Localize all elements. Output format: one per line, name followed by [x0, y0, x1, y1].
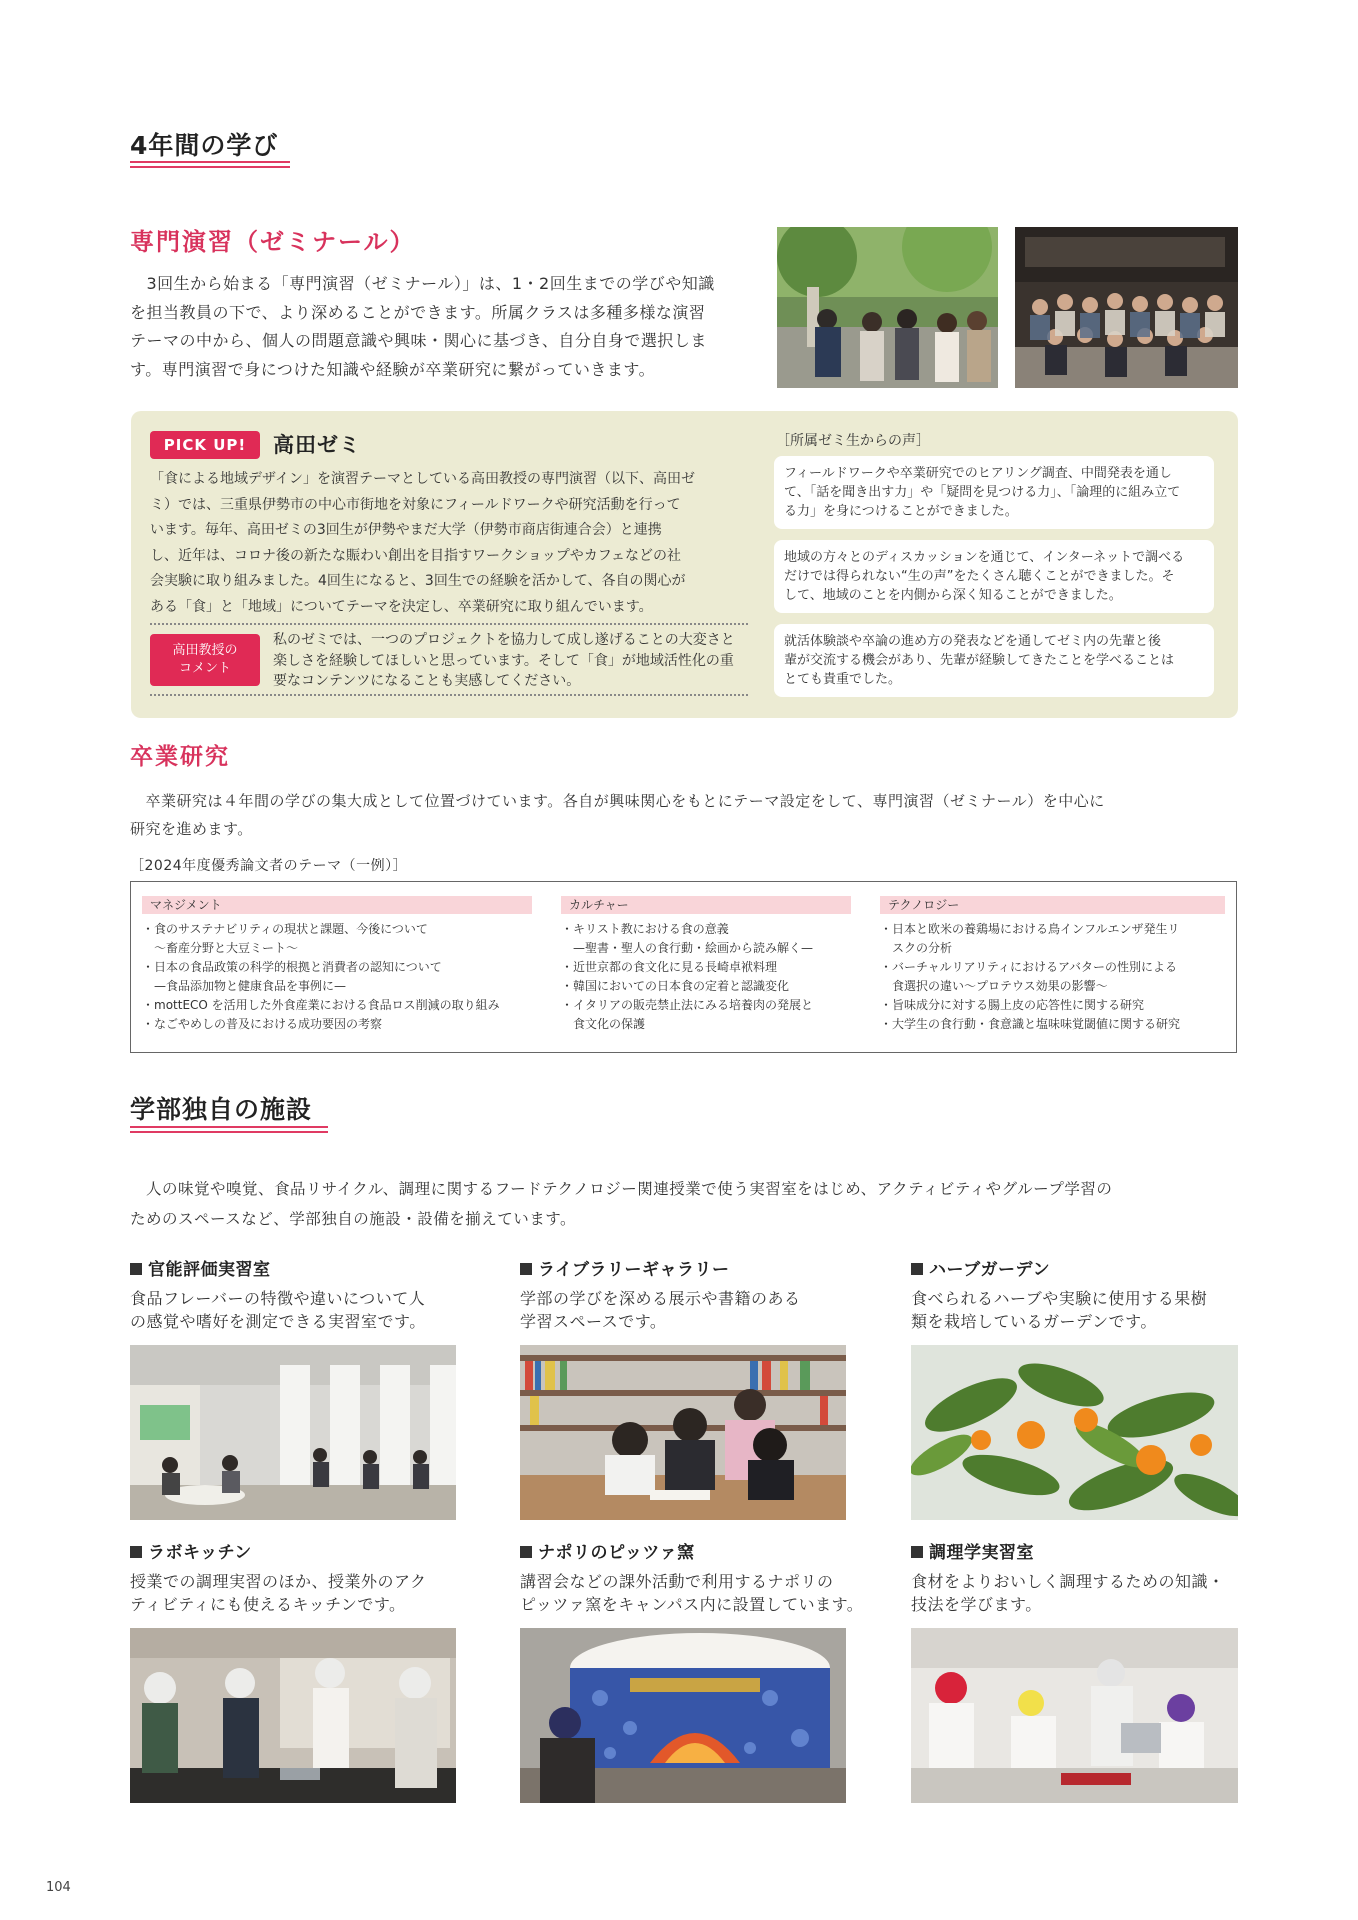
facility-name: ナポリのピッツァ窯 — [538, 1543, 695, 1563]
facility-desc-line: 技法を学びます。 — [911, 1595, 1042, 1614]
thesis-theme-item: ・ mottECO を活用した外食産業における食品ロス削減の取り組み — [142, 996, 542, 1015]
facility-description — [130, 1287, 460, 1333]
section-title-underline — [130, 161, 290, 168]
thesis-theme-item: ・ 大学生の食行動・食意識と塩味味覚閾値に関する研究 — [880, 1015, 1230, 1034]
facility-name: 官能評価実習室 — [148, 1260, 271, 1280]
student-voice-line: る力」を身につけることができました。 — [784, 504, 1018, 519]
student-voice-line: 就活体験談や卒論の進め方の発表などを通してゼミ内の先輩と後 — [784, 634, 1162, 649]
facilities-description — [130, 1174, 1240, 1234]
category-technology: テクノロジー — [880, 896, 1225, 914]
facility-desc-line: 食材をよりおいしく調理するための知識・ — [911, 1572, 1225, 1591]
thesis-theme-item: ・ 近世京都の食文化に見る長崎卓袱料理 — [561, 958, 861, 977]
category-technology-list — [880, 920, 1230, 1034]
category-culture-list — [561, 920, 861, 1034]
student-voice-line: 地域の方々とのディスカッションを通じて、インターネットで調べる — [784, 550, 1185, 565]
dotted-divider — [150, 694, 748, 696]
thesis-theme-item: ・ バーチャルリアリティにおけるアバターの性別による 食選択の違い〜プロテウス効果の影響〜 — [880, 958, 1230, 996]
thesis-theme-item: ・ キリスト教における食の意義 —聖書・聖人の食行動・絵画から読み解く— — [561, 920, 861, 958]
student-voice-card — [774, 456, 1214, 529]
professor-badge-line: コメント — [178, 661, 231, 676]
seminar-line: テーマの中から、個人の問題意識や興味・関心に基づき、自分自身で選択しま — [130, 331, 707, 350]
section-title-learning: 4年間の学び — [130, 131, 279, 160]
lab-kitchen-photo — [130, 1628, 456, 1803]
student-voice-card — [774, 540, 1214, 613]
seminar-description — [130, 270, 750, 384]
seminar-fieldwork-photo — [777, 227, 998, 388]
facility-name: 調理学実習室 — [929, 1543, 1034, 1563]
pickup-line: ミ）では、三重県伊勢市の中心市街地を対象にフィールドワークや研究活動を行って — [150, 496, 681, 513]
seminar-line: を担当教員の下で、より深めることができます。所属クラスは多種多様な演習 — [130, 302, 706, 322]
facility-desc-line: 学習スペースです。 — [520, 1312, 667, 1331]
student-voice-line: して、地域のことを内側から深く知ることができました。 — [784, 588, 1122, 603]
facility-desc-line: 講習会などの課外活動で利用するナポリの — [520, 1572, 834, 1591]
square-bullet-icon — [130, 1263, 142, 1275]
thesis-theme-item: ・ 旨味成分に対する腸上皮の応答性に関する研究 — [880, 996, 1230, 1015]
thesis-theme-item: ・ 食のサステナビリティの現状と課題、今後について 〜畜産分野と大豆ミート〜 — [142, 920, 542, 958]
thesis-title: 卒業研究 — [130, 744, 230, 770]
facility-description — [520, 1570, 870, 1616]
thesis-description — [130, 787, 1240, 843]
student-voice-card — [774, 624, 1214, 697]
section-title-underline — [130, 1126, 328, 1133]
pickup-line: 会実験に取り組みました。4回生になると、3回生での経験を活かして、各自の関心が — [150, 573, 686, 589]
student-voice-line: 輩が交流する機会があり、先輩が経験してきたことを学べることは — [784, 653, 1175, 668]
professor-comment-line: 楽しさを経験してほしいと思っています。そして「食」が地域活性化の重 — [273, 652, 734, 669]
facility-title — [520, 1538, 695, 1563]
square-bullet-icon — [520, 1546, 532, 1558]
seminar-group-photo — [1015, 227, 1238, 388]
square-bullet-icon — [911, 1263, 923, 1275]
facility-description — [911, 1570, 1241, 1616]
thesis-theme-item: ・ なごやめしの普及における成功要因の考察 — [142, 1015, 542, 1034]
pickup-description — [150, 467, 748, 620]
facilities-line: 人の味覚や嗅覚、食品リサイクル、調理に関するフードテクノロジー関連授業で使う実習室をはじめ、アクティビティやグループ学習の — [130, 1180, 1113, 1198]
facilities-line: ためのスペースなど、学部独自の施設・設備を揃えています。 — [130, 1210, 576, 1228]
category-management-list — [142, 920, 542, 1034]
herb-garden-photo — [911, 1345, 1238, 1520]
pickup-line: し、近年は、コロナ後の新たな賑わい創出を目指すワークショップやカフェなどの社 — [150, 547, 682, 564]
facility-name: ライブラリーギャラリー — [538, 1260, 730, 1280]
facility-description — [130, 1570, 460, 1616]
category-culture: カルチャー — [561, 896, 851, 914]
facility-desc-line: 食べられるハーブや実験に使用する果樹 — [911, 1289, 1208, 1308]
facility-description — [911, 1287, 1241, 1333]
thesis-theme-item: ・ イタリアの販売禁止法にみる培養肉の発展と 食文化の保護 — [561, 996, 861, 1034]
square-bullet-icon — [130, 1546, 142, 1558]
facility-title — [520, 1255, 729, 1280]
square-bullet-icon — [520, 1263, 532, 1275]
professor-comment-line: 私のゼミでは、一つのプロジェクトを協力して成し遂げることの大変さと — [273, 632, 735, 648]
thesis-theme-item: ・ 韓国においての日本食の定着と認識変化 — [561, 977, 861, 996]
thesis-line: 研究を進めます。 — [130, 820, 253, 838]
library-gallery-photo — [520, 1345, 846, 1520]
facility-desc-line: 食品フレーバーの特徴や違いについて人 — [130, 1289, 426, 1308]
professor-badge-line: 高田教授の — [172, 643, 238, 658]
professor-comment-line: 要なコンテンツになることも実感してください。 — [273, 673, 581, 689]
student-voice-line: だけでは得られない“生の声”をたくさん聴くことができました。そ — [784, 569, 1175, 584]
facility-title — [911, 1255, 1050, 1280]
professor-comment — [273, 630, 748, 692]
pickup-line: 「食による地域デザイン」を演習テーマとしている高田教授の専門演習（以下、高田ゼ — [150, 471, 696, 487]
facility-desc-line: ティビティにも使えるキッチンです。 — [130, 1595, 406, 1614]
facility-title — [130, 1538, 252, 1563]
pickup-line: います。毎年、高田ゼミの3回生が伊勢やまだ大学（伊勢市商店街連合会）と連携 — [150, 522, 662, 538]
facility-description — [520, 1287, 850, 1333]
pizza-oven-photo — [520, 1628, 846, 1803]
student-voice-line: フィールドワークや卒業研究でのヒアリング調査、中間発表を通し — [784, 466, 1172, 481]
pickup-seminar-name: 高田ゼミ — [273, 433, 361, 457]
facility-title — [130, 1255, 271, 1280]
student-voice-line: て、「話を聞き出す力」や「疑問を見つける力」、「論理的に組み立て — [784, 485, 1181, 500]
facility-desc-line: 類を栽培しているガーデンです。 — [911, 1312, 1157, 1331]
thesis-theme-item: ・ 日本の食品政策の科学的根拠と消費者の認知について —食品添加物と健康食品を事例に— — [142, 958, 542, 996]
facility-desc-line: 授業での調理実習のほか、授業外のアク — [130, 1572, 427, 1591]
pickup-line: ある「食」と「地域」についてテーマを決定し、卒業研究に取り組んでいます。 — [150, 598, 653, 615]
sensory-lab-photo — [130, 1345, 456, 1520]
cooking-lab-photo — [911, 1628, 1238, 1803]
professor-comment-badge — [150, 634, 260, 686]
facility-desc-line: 学部の学びを深める展示や書籍のある — [520, 1289, 801, 1308]
dotted-divider — [150, 623, 748, 625]
page-number: 104 — [46, 1880, 71, 1895]
thesis-theme-item: ・ 日本と欧米の養鶏場における鳥インフルエンザ発生リ スクの分析 — [880, 920, 1230, 958]
student-voice-line: とても貴重でした。 — [784, 672, 902, 687]
facility-title — [911, 1538, 1034, 1563]
student-voice-heading: ［所属ゼミ生からの声］ — [776, 433, 930, 449]
section-title-facilities: 学部独自の施設 — [130, 1095, 313, 1124]
facility-name: ハーブガーデン — [929, 1260, 1051, 1280]
thesis-list-label: ［2024年度優秀論文者のテーマ（一例）］ — [130, 858, 408, 874]
seminar-line: す。専門演習で身につけた知識や経験が卒業研究に繋がっていきます。 — [130, 359, 656, 379]
thesis-line: 卒業研究は４年間の学びの集大成として位置づけています。各自が興味関心をもとにテーマ設定をして、専門演習（ゼミナール）を中心に — [130, 792, 1105, 810]
category-management: マネジメント — [142, 896, 532, 914]
pickup-badge: PICK UP! — [150, 431, 260, 459]
facility-desc-line: ピッツァ窯をキャンパス内に設置しています。 — [520, 1595, 864, 1614]
facility-desc-line: の感覚や嗜好を測定できる実習室です。 — [130, 1312, 426, 1331]
seminar-title: 専門演習（ゼミナール） — [130, 228, 416, 256]
seminar-line: 3回生から始まる「専門演習（ゼミナール）」は、1・2回生までの学びや知識 — [130, 274, 715, 293]
square-bullet-icon — [911, 1546, 923, 1558]
facility-name: ラボキッチン — [148, 1543, 252, 1563]
